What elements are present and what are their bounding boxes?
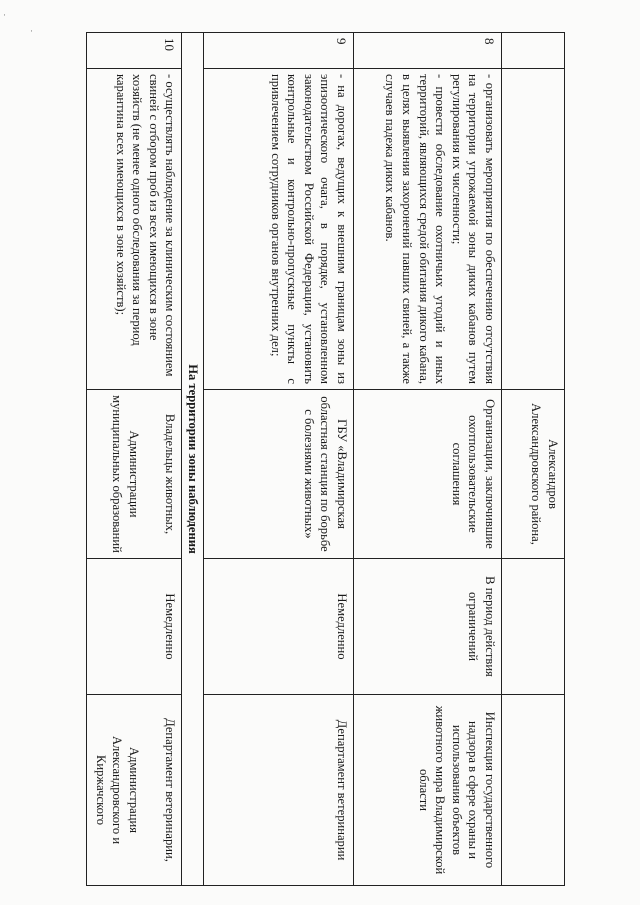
table-row <box>87 33 182 886</box>
cell-actions: - осуществлять наблюдение за клиническим состоянием свиней с отбором проб из всех имеющихся в зоне хозяйств (не менее одного обследования за период карантина всех имеющихся в зоне хозяйств); <box>87 69 182 390</box>
cell-num <box>502 33 565 69</box>
cell-executor: Организации, заключившие охотпользовательские соглашения <box>354 390 502 559</box>
cell-term: Немедленно <box>204 559 354 695</box>
cell-term: В период действия ограничений <box>354 559 502 695</box>
cell-term: Немедленно <box>87 559 182 695</box>
row-number: 8 <box>354 33 502 69</box>
cell-executor: ГБУ «Владимирская областная станция по борьбе с болезнями животных» <box>204 390 354 559</box>
cell-responsible <box>87 695 182 886</box>
table-row <box>204 33 354 886</box>
cell-responsible: Департамент ветеринарии <box>204 695 354 886</box>
row-number: 10 <box>87 33 182 69</box>
scan-speck: · <box>30 26 33 36</box>
cell-responsible: Инспекция государственного надзора в сфере охраны и использования объектов животного мира Владимирской области <box>354 695 502 886</box>
cell-executor <box>87 390 182 559</box>
action-item: - организовать мероприятия по обеспечению отсутствия на территории угрожаемой зоны диких кабанов путем регулирования их численности; <box>449 74 497 384</box>
row-number: 9 <box>204 33 354 69</box>
executor-line: Владельцы животных, <box>163 413 178 535</box>
action-item: - на дорогах, ведущих к внешним границам зоны из эпизоотического очага, в порядке, установленном законодательством Российской Федерации, установить контрольные и контрольно-пропускные пункты с привлечением сотрудников органов внутренних дел; <box>268 74 349 384</box>
cell-term <box>502 559 565 695</box>
cell-responsible <box>502 695 565 886</box>
responsible-line: Администрация Александровского и Киржачского <box>93 735 141 845</box>
section-row <box>182 33 204 886</box>
scan-speck: · <box>3 10 6 20</box>
rotated-table-container <box>86 32 565 886</box>
cell-actions <box>354 69 502 390</box>
section-title: На территории зоны наблюдения <box>182 33 204 886</box>
action-item: - провести обследование охотничьих угодий и иных территорий, являющихся средой обитания дикого кабана, в целях выявления захоронений павших свиней, а также случаев падежа диких кабанов. <box>383 74 448 384</box>
table-row <box>354 33 502 886</box>
responsible-line: Департамент ветеринарии, <box>163 718 178 862</box>
measures-table <box>86 32 565 886</box>
cell-actions <box>204 69 354 390</box>
cell-executor: Александров Александровского района, <box>502 390 565 559</box>
executor-line: Администрации муниципальных образований <box>110 395 141 553</box>
table-row <box>502 33 565 886</box>
cell-actions <box>502 69 565 390</box>
